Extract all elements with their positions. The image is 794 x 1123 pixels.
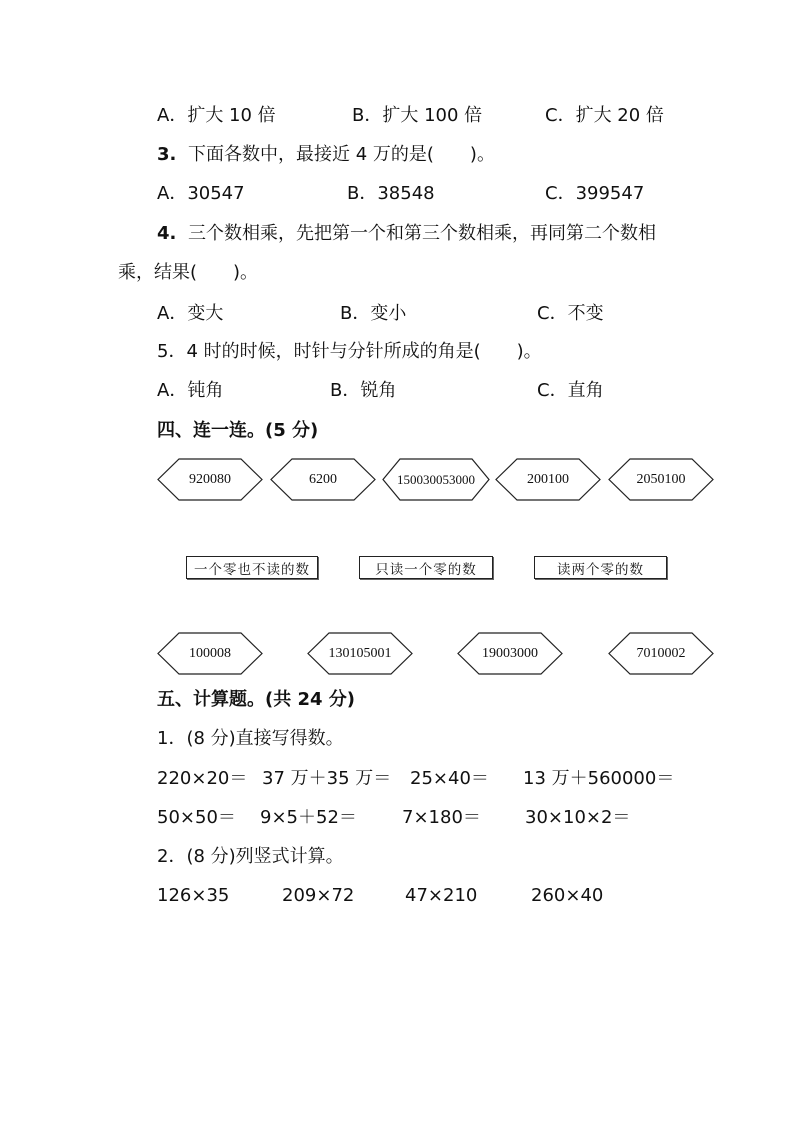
calc-item: 9×5＋52＝ (260, 807, 357, 828)
q3-number: 3. (157, 144, 177, 165)
q5-option-c: C．直角 (537, 380, 604, 401)
q2-option-b: B．扩大 100 倍 (352, 105, 483, 126)
vertical-calc-item: 260×40 (531, 885, 604, 906)
calc-item: 50×50＝ (157, 807, 236, 828)
category-box-no-zero-read[interactable]: 一个零也不读的数 (186, 556, 318, 579)
hexagon-number[interactable] (157, 458, 263, 501)
hexagon-number[interactable] (382, 458, 490, 501)
hexagon-label: 150030053000 (397, 471, 475, 487)
hexagon-number[interactable] (495, 458, 601, 501)
part2-heading: 2．(8 分)列竖式计算。 (157, 846, 344, 867)
q3-option-b: B．38548 (347, 183, 435, 204)
q4-option-a: A．变大 (157, 303, 224, 324)
hexagon-number[interactable] (270, 458, 376, 501)
q4-number: 4. (157, 223, 177, 244)
vertical-calc-item: 47×210 (405, 885, 478, 906)
hexagon-label: 7010002 (636, 645, 686, 661)
q3-text: 下面各数中，最接近 4 万的是( )。 (188, 144, 495, 165)
calc-item: 30×10×2＝ (525, 807, 631, 828)
q4-option-c: C．不变 (537, 303, 604, 324)
category-box-one-zero-read[interactable]: 只读一个零的数 (359, 556, 493, 579)
q5-option-a: A．钝角 (157, 380, 224, 401)
vertical-calc-item: 126×35 (157, 885, 230, 906)
calc-item: 13 万＋560000＝ (523, 768, 675, 789)
hexagon-label: 130105001 (328, 645, 392, 661)
q4-option-b: B．变小 (340, 303, 407, 324)
part1-heading: 1．(8 分)直接写得数。 (157, 728, 344, 749)
section5-title: 五、计算题。(共 24 分) (157, 689, 356, 710)
hexagon-label: 19003000 (482, 645, 538, 661)
calc-item: 220×20＝ (157, 768, 248, 789)
q3-option-a: A．30547 (157, 183, 245, 204)
vertical-calc-item: 209×72 (282, 885, 355, 906)
section4-title: 四、连一连。(5 分) (157, 420, 319, 441)
calc-item: 37 万＋35 万＝ (262, 768, 392, 789)
hexagon-number[interactable] (608, 458, 714, 501)
category-box-two-zeros-read[interactable]: 读两个零的数 (534, 556, 667, 579)
q5-option-b: B．锐角 (330, 380, 397, 401)
hexagon-number[interactable] (157, 632, 263, 675)
q4-text-line1: 三个数相乘，先把第一个和第三个数相乘，再同第二个数相 (188, 223, 656, 244)
hexagon-number[interactable] (457, 632, 563, 675)
hexagon-number[interactable] (608, 632, 714, 675)
q5-text: 5．4 时的时候，时针与分针所成的角是( )。 (157, 341, 542, 362)
hexagon-label: 200100 (527, 471, 569, 487)
hexagon-label: 920080 (189, 471, 231, 487)
hexagon-label: 100008 (189, 645, 231, 661)
hexagon-label: 2050100 (636, 471, 686, 487)
q3-option-c: C．399547 (545, 183, 645, 204)
hexagon-label: 6200 (309, 471, 337, 487)
q4-text-line2: 乘，结果( )。 (118, 262, 259, 283)
q2-option-c: C．扩大 20 倍 (545, 105, 664, 126)
q2-option-a: A．扩大 10 倍 (157, 105, 276, 126)
hexagon-number[interactable] (307, 632, 413, 675)
calc-item: 25×40＝ (410, 768, 489, 789)
calc-item: 7×180＝ (402, 807, 481, 828)
